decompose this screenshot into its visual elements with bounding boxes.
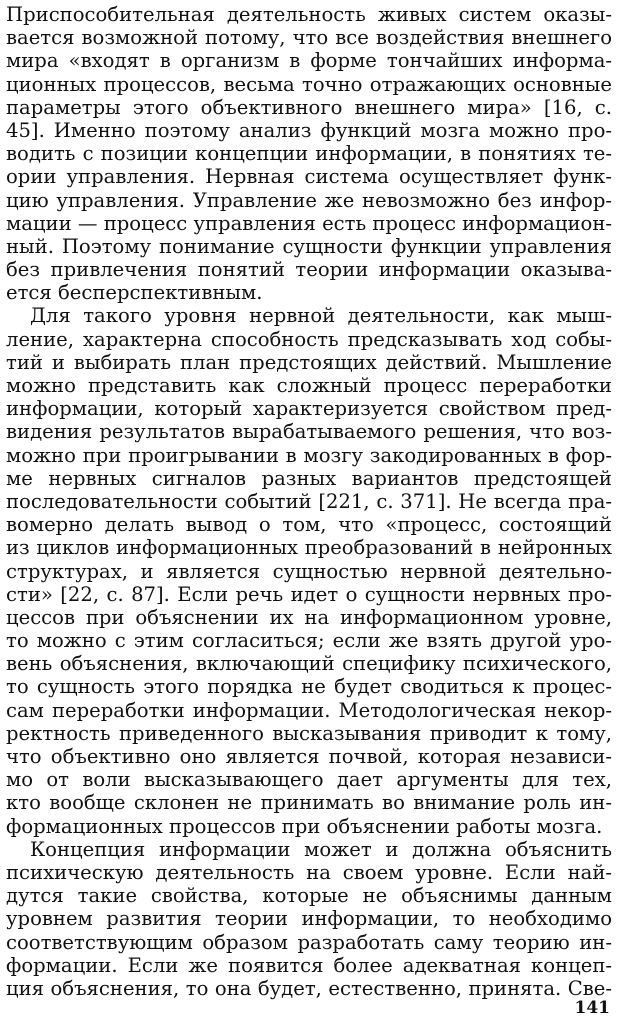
- text-line: кто вообще склонен не принимать во внимание роль ин-: [6, 791, 612, 815]
- text-line: сам переработки информации. Методологическая некор-: [6, 698, 612, 722]
- text-line: цию управления. Управление же невозможно без инфор-: [6, 188, 612, 212]
- text-line: вается возможной потому, что все воздействия внешнего: [6, 26, 612, 50]
- text-line: можно при проигрывании в мозгу закодированных в фор-: [6, 443, 612, 467]
- text-line: психическую деятельность на своем уровне. Если най-: [6, 860, 612, 884]
- text-line: мо от воли высказывающего дает аргументы для тех,: [6, 768, 612, 792]
- text-line: ме нервных сигналов разных вариантов предстоящей: [6, 466, 612, 490]
- text-line: то можно с этим согласиться; если же взять другой уро-: [6, 629, 612, 653]
- text-line: информации, который характеризуется свойством пред-: [6, 397, 612, 421]
- text-line: вомерно делать вывод о том, что «процесс, состоящий: [6, 513, 612, 537]
- text-line: тий и выбирать план предстоящих действий. Мышление: [6, 350, 612, 374]
- text-line: сти» [22, с. 87]. Если речь идет о сущности нервных про-: [6, 582, 612, 606]
- text-line: Приспособительная деятельность живых систем оказы-: [6, 3, 612, 26]
- text-line: уровнем развития теории информации, то необходимо: [6, 907, 612, 931]
- text-line: из циклов информационных преобразований в нейронных: [6, 536, 612, 560]
- text-line: мира «входят в организм в форме тончайших информа-: [6, 49, 612, 73]
- text-line: ционных процессов, весьма точно отражающих основные: [6, 72, 612, 96]
- text-line: ется бесперспективным.: [6, 281, 263, 305]
- text-line: мации — процесс управления есть процесс информацион-: [6, 211, 612, 235]
- text-line: можно представить как сложный процесс переработки: [6, 374, 612, 397]
- text-line: 45]. Именно поэтому анализ функций мозга можно про-: [6, 118, 612, 142]
- text-line: Концепция информации может и должна объяснить: [30, 837, 612, 861]
- body-text: [6, 3, 612, 1000]
- text-line: цессов при объяснении их на информационном уровне,: [6, 605, 612, 629]
- text-line: ории управления. Нервная система осуществляет функ-: [6, 165, 612, 189]
- text-line: ление, характерна способность предсказывать ход собы-: [6, 327, 612, 351]
- text-line: водить с позиции концепции информации, в понятиях те-: [6, 142, 612, 166]
- text-line: формации. Если же появится более адекватная концеп-: [6, 953, 612, 977]
- text-line: видения результатов вырабатываемого решения, что воз-: [6, 420, 612, 444]
- text-line: то сущность этого порядка не будет сводиться к процес-: [6, 675, 612, 699]
- text-line: вень объяснения, включающий специфику психического,: [6, 652, 612, 676]
- text-line: ция объяснения, то она будет, естественно, принята. Све-: [6, 976, 612, 1000]
- text-line: структурах, и является сущностью нервной деятельно-: [6, 559, 612, 583]
- page-number: 141: [574, 998, 610, 1018]
- text-line: что объективно оно является почвой, которая независи-: [6, 745, 612, 768]
- text-line: дутся такие свойства, которые не объяснимы данным: [6, 884, 612, 908]
- text-line: ный. Поэтому понимание сущности функции управления: [6, 234, 612, 258]
- text-line: соответствующим образом разработать саму теорию ин-: [6, 930, 612, 954]
- text-line: формационных процессов при объяснении работы мозга.: [6, 814, 603, 838]
- text-line: параметры этого объективного внешнего мира» [16, с.: [6, 95, 612, 119]
- text-line: Для такого уровня нервной деятельности, как мыш-: [30, 304, 612, 328]
- text-line: без привлечения понятий теории информации оказыва-: [6, 258, 612, 282]
- text-line: ректность приведенного высказывания приводит к тому,: [6, 721, 612, 745]
- text-line: последовательности событий [221, с. 371]. Не всегда пра-: [6, 489, 612, 513]
